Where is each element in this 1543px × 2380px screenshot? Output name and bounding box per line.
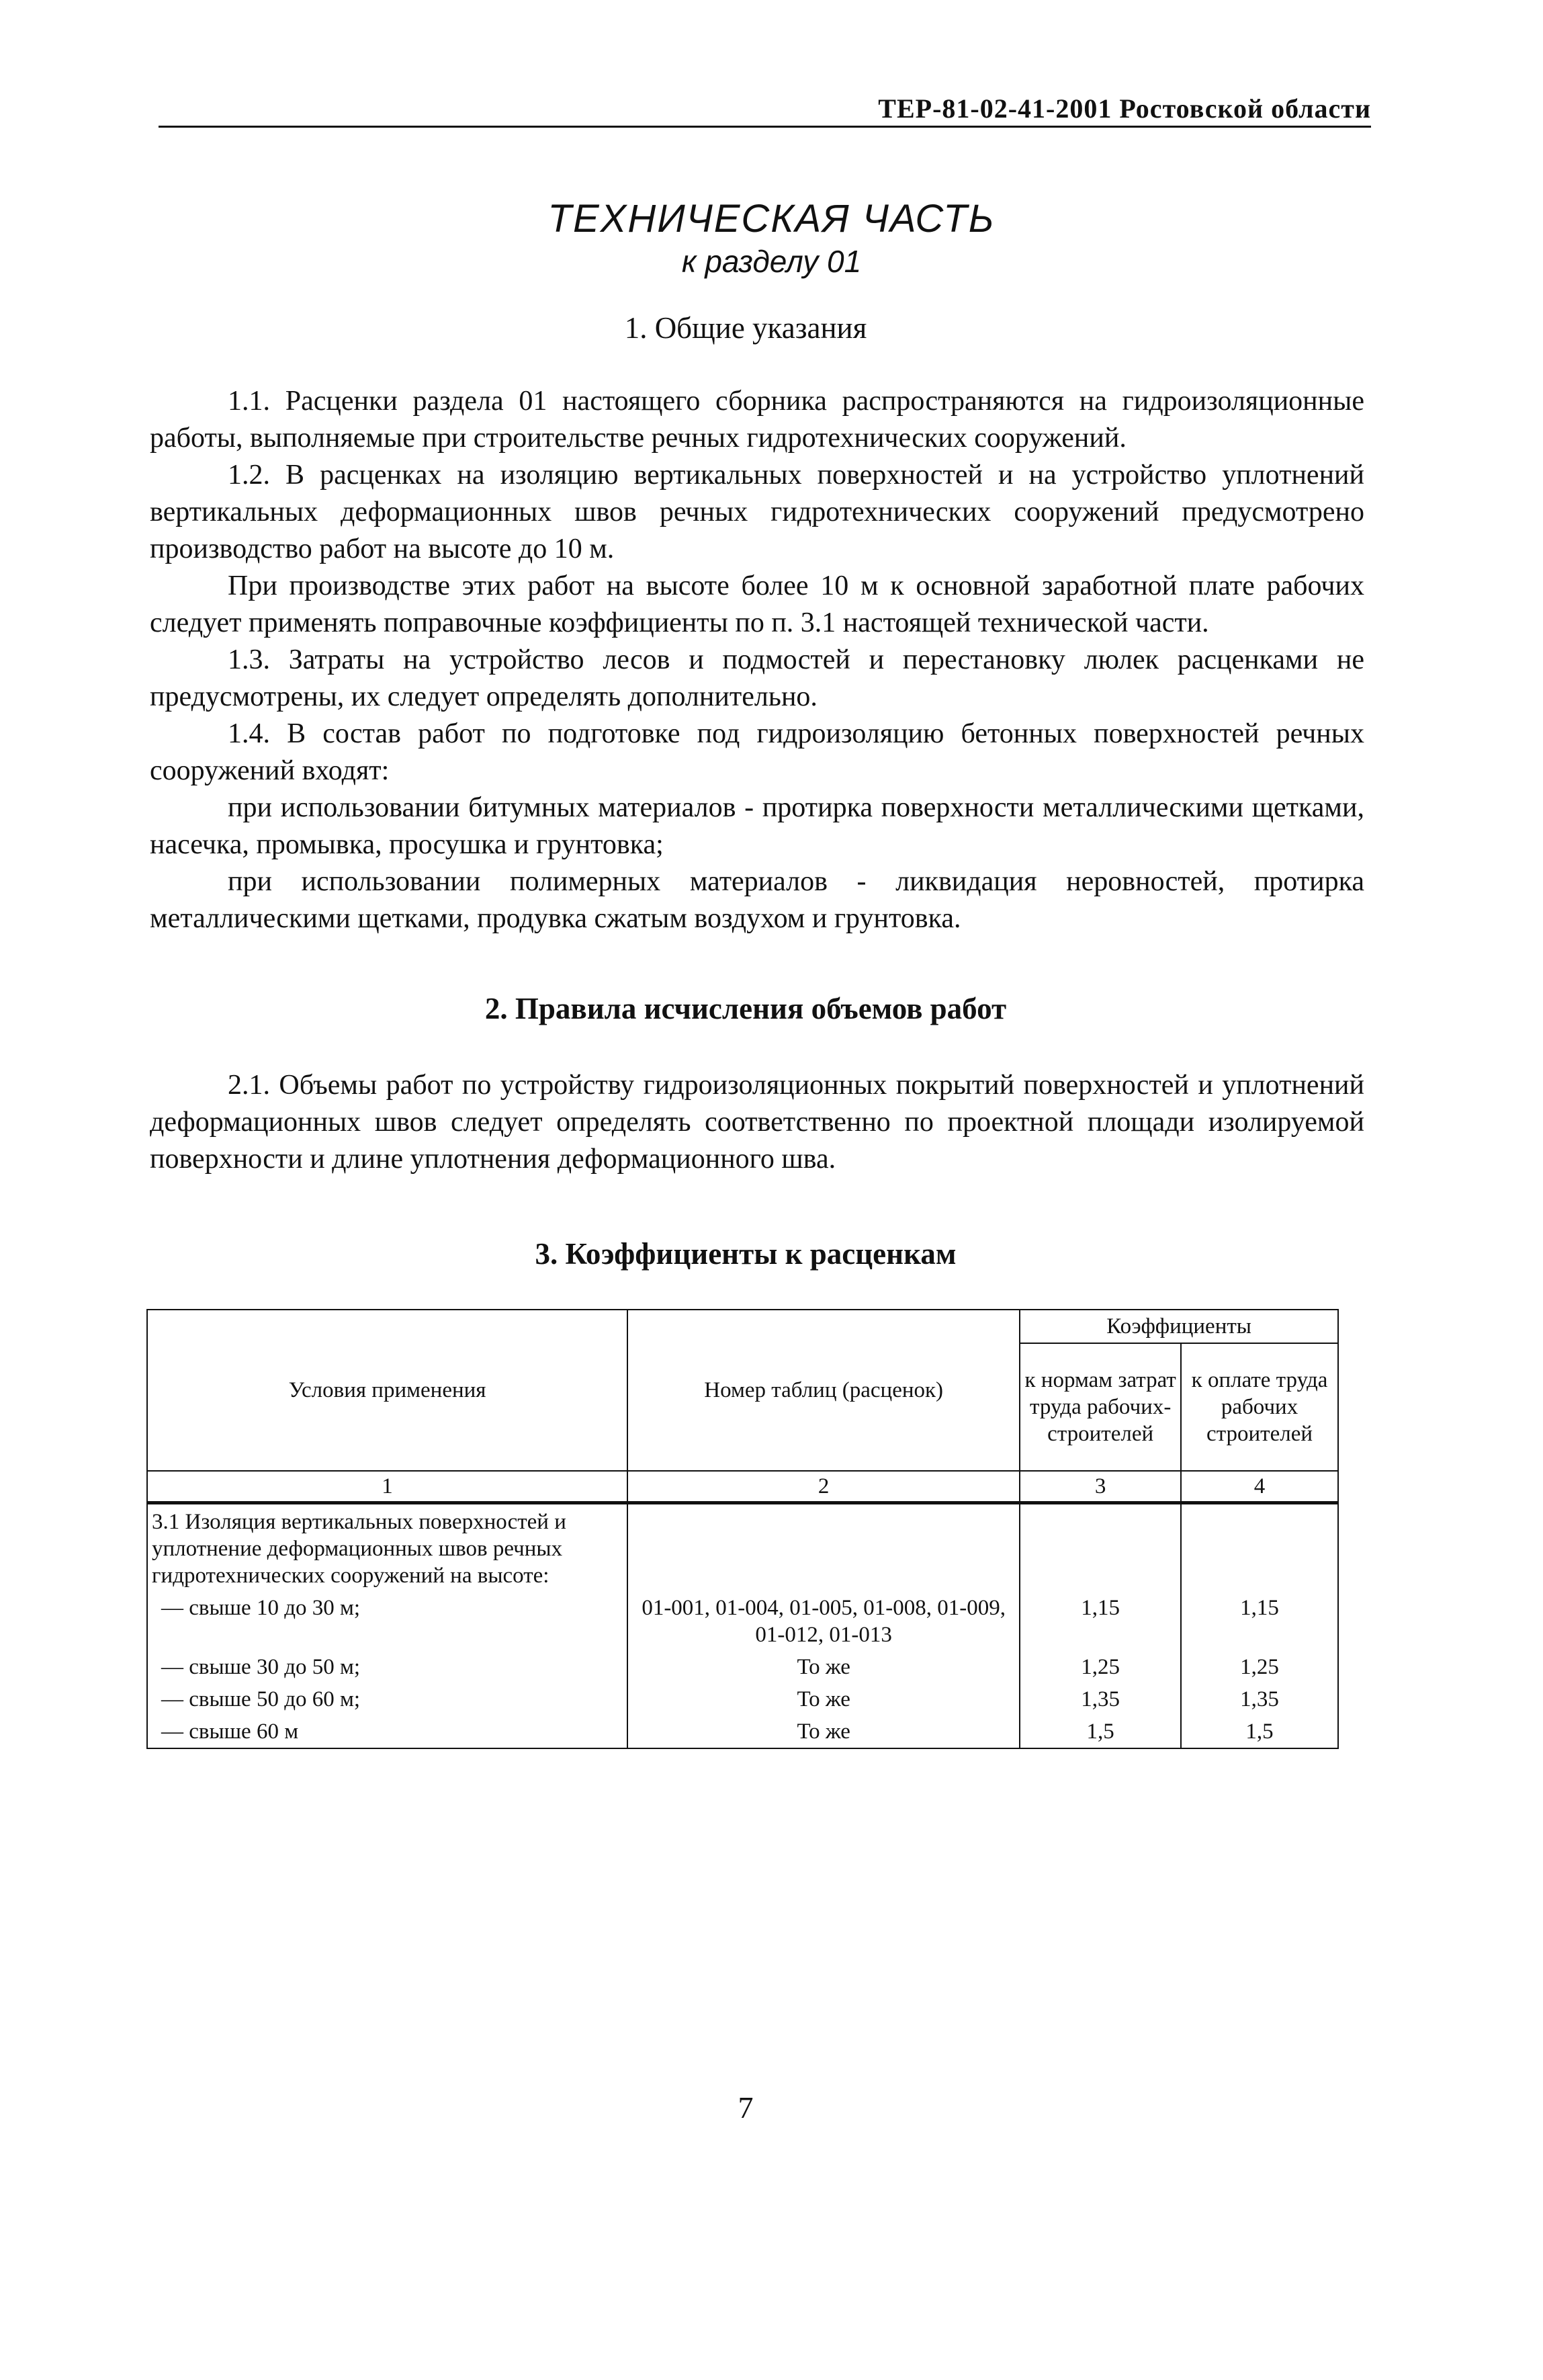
paragraph: 1.4. В состав работ по подготовке под гидроизоляцию бетонных поверхностей речных сооружений входят:: [150, 718, 1364, 786]
condition-cell: — свыше 10 до 30 м;: [147, 1592, 627, 1651]
paragraph: 1.3. Затраты на устройство лесов и подмостей и перестановку люлек расценками не предусмотрены, их следует определять дополнительно.: [150, 644, 1364, 712]
tables-cell: То же: [627, 1715, 1020, 1748]
norms-cell: 1,5: [1020, 1715, 1181, 1748]
pay-cell: 1,5: [1181, 1715, 1338, 1748]
header-rule: [159, 126, 1371, 128]
paragraph: При производстве этих работ на высоте более 10 м к основной заработной плате рабочих следует применять поправочные коэффициенты по п. 3.1 настоящей технической части.: [150, 570, 1364, 638]
pay-cell: 1,35: [1181, 1683, 1338, 1715]
condition-cell: — свыше 60 м: [147, 1715, 627, 1748]
pay-cell: 1,15: [1181, 1592, 1338, 1651]
group-label: 3.1 Изоляция вертикальных поверхностей и уплотнение деформационных швов речных гидротехнических сооружений на высоте:: [147, 1503, 627, 1592]
page-subtitle: к разделу 01: [681, 244, 862, 279]
section2-body: [150, 1067, 1364, 1178]
section1-heading: 1. Общие указания: [624, 311, 867, 345]
paragraph: при использовании полимерных материалов - ликвидация неровностей, протирка металлическими щетками, продувка сжатым воздухом и грунтовка.: [150, 866, 1364, 934]
page-title: ТЕХНИЧЕСКАЯ ЧАСТЬ: [547, 197, 996, 241]
coefficients-table: [146, 1309, 1339, 1749]
col-header-norms: к нормам затрат труда рабочих-строителей: [1020, 1343, 1181, 1471]
table-row: [147, 1715, 1338, 1748]
col-header-coefficients: Коэффициенты: [1020, 1310, 1338, 1343]
paragraph: 2.1. Объемы работ по устройству гидроизоляционных покрытий поверхностей и уплотнений деформационных швов следует определять соответственно по проектной площади изолируемой поверхности и длине уплотнения деформационного шва.: [150, 1070, 1364, 1175]
table-row: [147, 1683, 1338, 1715]
table-row: [147, 1651, 1338, 1683]
tables-cell: То же: [627, 1683, 1020, 1715]
document-id: ТЕР-81-02-41-2001 Ростовской области: [878, 93, 1371, 124]
column-number: 4: [1181, 1471, 1338, 1503]
col-header-tables: Номер таблиц (расценок): [627, 1310, 1020, 1471]
col-header-pay: к оплате труда рабочих строителей: [1181, 1343, 1338, 1471]
norms-cell: 1,25: [1020, 1651, 1181, 1683]
norms-cell: 1,35: [1020, 1683, 1181, 1715]
column-number: 3: [1020, 1471, 1181, 1503]
paragraph: 1.1. Расценки раздела 01 настоящего сборника распространяются на гидроизоляционные работы, выполняемые при строительстве речных гидротехнических сооружений.: [150, 386, 1364, 454]
column-number: 2: [627, 1471, 1020, 1503]
tables-cell: То же: [627, 1651, 1020, 1683]
condition-cell: — свыше 30 до 50 м;: [147, 1651, 627, 1683]
paragraph: 1.2. В расценках на изоляцию вертикальных поверхностей и на устройство уплотнений вертикальных деформационных швов речных гидротехнических сооружений предусмотрено производство работ на высоте до 10 м.: [150, 460, 1364, 564]
section3-heading: 3. Коэффициенты к расценкам: [535, 1237, 957, 1271]
section2-heading: 2. Правила исчисления объемов работ: [484, 992, 1007, 1025]
column-number: 1: [147, 1471, 627, 1503]
tables-cell: 01-001, 01-004, 01-005, 01-008, 01-009, 01-012, 01-013: [627, 1592, 1020, 1651]
norms-cell: 1,15: [1020, 1592, 1181, 1651]
col-header-conditions: Условия применения: [147, 1310, 627, 1471]
table-group-row: [147, 1503, 1338, 1592]
condition-cell: — свыше 50 до 60 м;: [147, 1683, 627, 1715]
section1-body: [150, 383, 1364, 937]
paragraph: при использовании битумных материалов - протирка поверхности металлическими щетками, насечка, промывка, просушка и грунтовка;: [150, 792, 1364, 860]
page-number: 7: [738, 2090, 754, 2125]
pay-cell: 1,25: [1181, 1651, 1338, 1683]
table-row: [147, 1592, 1338, 1651]
